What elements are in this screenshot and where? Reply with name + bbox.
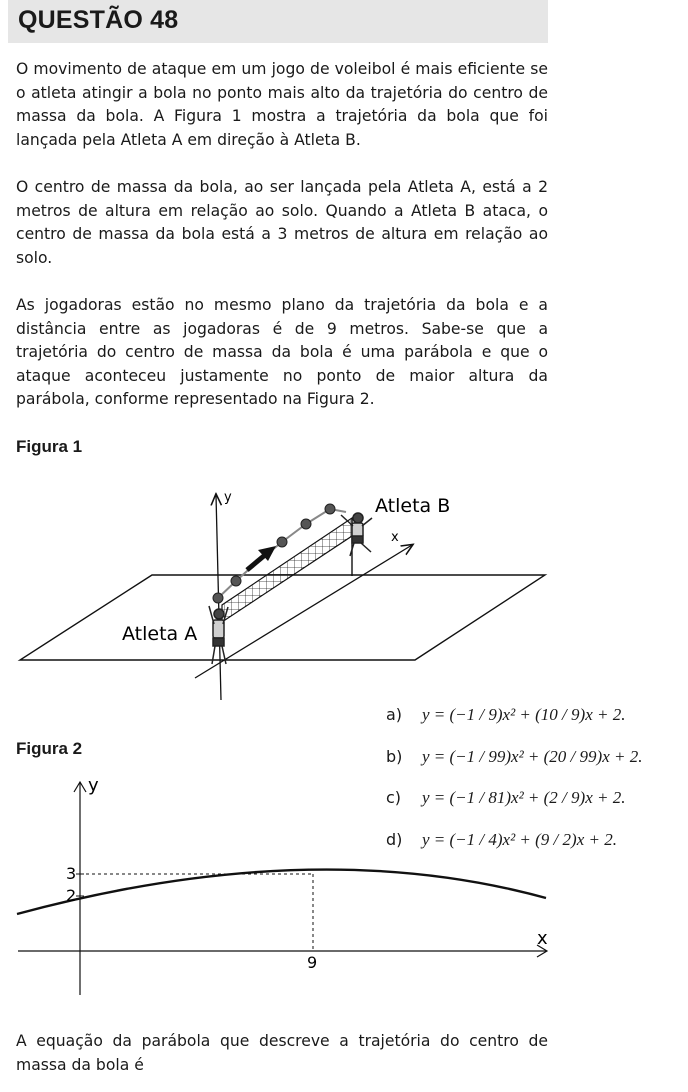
- tick-label-y3: 3: [66, 864, 77, 883]
- fig2-x-label: x: [537, 928, 548, 949]
- option-c[interactable]: [386, 788, 686, 830]
- paragraph-heights: O centro de massa da bola, ao ser lançada pela Atleta A, está a 2 metros de altura em relação ao solo. Quando a Atleta B ataca, o centro de massa da bola está a 3 metros de altura em relação ao solo.: [16, 178, 548, 267]
- option-equation: y = (−1 / 99)x² + (20 / 99)x + 2.: [422, 746, 643, 766]
- option-equation: y = (−1 / 81)x² + (2 / 9)x + 2.: [422, 788, 626, 808]
- athlete-b-label: Atleta B: [375, 495, 451, 517]
- option-equation: y = (−1 / 4)x² + (9 / 2)x + 2.: [422, 830, 617, 850]
- athlete-a-figure: [209, 606, 228, 664]
- ball: [231, 576, 241, 586]
- tick-label-y2: 2: [66, 886, 77, 905]
- net: [222, 518, 352, 622]
- figure2-label: Figura 2: [16, 739, 83, 758]
- option-letter: b): [386, 746, 403, 766]
- fig1-x-label: x: [391, 530, 399, 545]
- direction-arrow: [247, 555, 265, 570]
- ball: [325, 504, 335, 514]
- option-b[interactable]: [386, 747, 686, 789]
- fig1-y-label: y: [224, 490, 232, 505]
- court-plane: [20, 575, 545, 660]
- option-a[interactable]: [386, 705, 686, 747]
- ball: [213, 593, 223, 603]
- option-d[interactable]: [386, 830, 686, 872]
- option-letter: c): [386, 788, 402, 808]
- athlete-a-label: Atleta A: [122, 623, 198, 645]
- option-letter: d): [386, 830, 403, 850]
- question-title: QUESTÃO 48: [18, 6, 179, 34]
- option-letter: a): [386, 705, 403, 724]
- figure1-label: Figura 1: [16, 437, 83, 456]
- paragraph-question: A equação da parábola que descreve a trajetória do centro de massa da bola é: [16, 1032, 548, 1074]
- fig2-y-label: y: [88, 775, 99, 796]
- ball: [301, 519, 311, 529]
- option-equation: y = (−1 / 9)x² + (10 / 9)x + 2.: [422, 705, 626, 724]
- paragraph-intro: O movimento de ataque em um jogo de voleibol é mais eficiente se o atleta atingir a bola no ponto mais alto da trajetória do centro de massa da bola. A Figura 1 mostra a trajetória da bola que foi lançada pela Atleta A em direção à Atleta B.: [16, 60, 548, 149]
- paragraph-distance: As jogadoras estão no mesmo plano da trajetória da bola e a distância entre as jogadoras é de 9 metros. Sabe-se que a trajetória do centro de massa da bola é uma parábola e que o ataque aconteceu justamente no ponto de maior altura da parábola, conforme representado na Figura 2.: [16, 296, 548, 408]
- tick-label-x9: 9: [307, 953, 318, 972]
- answer-options: [386, 705, 686, 872]
- ball: [277, 537, 287, 547]
